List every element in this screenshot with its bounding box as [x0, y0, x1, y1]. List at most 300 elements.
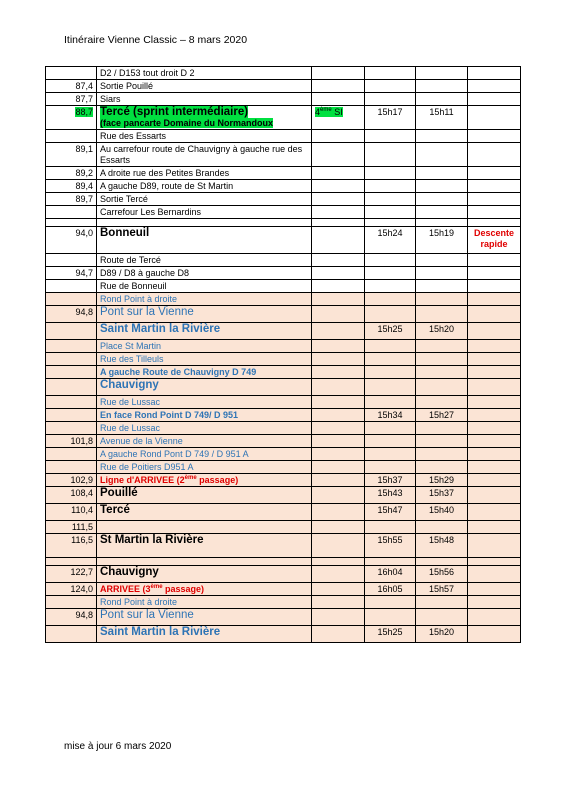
sprint-cell — [312, 596, 365, 609]
table-row — [46, 306, 521, 323]
description-text — [100, 194, 148, 204]
km-cell — [46, 254, 97, 267]
km-cell: 110,4 — [46, 504, 97, 521]
sprint-cell — [312, 219, 365, 227]
time-fast-cell — [365, 206, 416, 219]
km-cell — [46, 379, 97, 396]
description-main: Rue de Poitiers D951 A — [100, 462, 194, 472]
sprint-cell — [312, 80, 365, 93]
description-cell — [97, 80, 312, 93]
sprint-cell — [312, 396, 365, 409]
remark-cell — [468, 353, 521, 366]
description-text — [100, 397, 160, 407]
km-cell — [46, 422, 97, 435]
sprint-label — [315, 107, 343, 117]
time-fast-cell — [365, 80, 416, 93]
stage-name: Tercé (sprint intermédiaire) — [100, 106, 249, 118]
time-fast-cell: 16h04 — [365, 566, 416, 583]
time-slow-cell — [416, 609, 468, 626]
km-cell — [46, 409, 97, 422]
description-cell — [97, 219, 312, 227]
km-cell: 94,8 — [46, 609, 97, 626]
time-slow-cell: 15h20 — [416, 323, 468, 340]
table-row — [46, 521, 521, 534]
time-slow-cell: 15h20 — [416, 626, 468, 643]
time-slow-cell — [416, 596, 468, 609]
time-slow-cell — [416, 422, 468, 435]
time-fast-cell: 15h47 — [365, 504, 416, 521]
remark-cell — [468, 93, 521, 106]
sprint-cell — [312, 254, 365, 267]
table-row — [46, 93, 521, 106]
time-slow-cell — [416, 206, 468, 219]
description-main: Saint Martin la Rivière — [100, 626, 221, 638]
time-slow-cell: 15h29 — [416, 474, 468, 487]
time-fast-cell — [365, 422, 416, 435]
description-text — [100, 131, 166, 141]
description-text — [100, 306, 194, 318]
km-cell — [46, 206, 97, 219]
km-cell: 89,2 — [46, 167, 97, 180]
description-cell — [97, 409, 312, 422]
time-slow-cell — [416, 306, 468, 323]
description-text — [100, 584, 204, 594]
description-cell — [97, 306, 312, 323]
description-main: Chauvigny — [100, 379, 159, 391]
table-row — [46, 293, 521, 306]
description-cell — [97, 396, 312, 409]
time-slow-cell — [416, 67, 468, 80]
description-cell — [97, 280, 312, 293]
remark-cell — [468, 566, 521, 583]
description-main: Pont sur la Vienne — [100, 609, 194, 621]
description-text — [100, 609, 194, 621]
description-text — [100, 68, 195, 78]
sprint-cell — [312, 474, 365, 487]
time-fast-cell — [365, 193, 416, 206]
description-main: A droite rue des Petites Brandes — [100, 168, 230, 178]
sprint-cell — [312, 521, 365, 534]
km-cell — [46, 461, 97, 474]
sprint-cell — [312, 206, 365, 219]
description-cell — [97, 422, 312, 435]
description-main: A gauche D89, route de St Martin — [100, 181, 234, 191]
description-text — [100, 207, 201, 217]
time-slow-cell — [416, 167, 468, 180]
remark-cell — [468, 254, 521, 267]
table-row — [46, 280, 521, 293]
description-text — [100, 144, 302, 165]
remark-cell — [468, 143, 521, 167]
sprint-suffix: SI — [331, 107, 343, 117]
superscript: ème — [184, 475, 197, 481]
sprint-cell — [312, 280, 365, 293]
description-cell — [97, 435, 312, 448]
description-cell — [97, 340, 312, 353]
description-cell — [97, 293, 312, 306]
sprint-cell — [312, 106, 365, 130]
remark-cell — [468, 280, 521, 293]
time-slow-cell: 15h37 — [416, 487, 468, 504]
description-main: D2 / D153 tout droit D 2 — [100, 68, 195, 78]
table-row — [46, 353, 521, 366]
table-row — [46, 566, 521, 583]
time-fast-cell: 15h43 — [365, 487, 416, 504]
description-text — [100, 566, 159, 578]
time-fast-cell — [365, 293, 416, 306]
table-row — [46, 193, 521, 206]
remark-cell — [468, 167, 521, 180]
description-main: Route de Tercé — [100, 255, 161, 265]
description-cell — [97, 609, 312, 626]
sprint-cell — [312, 626, 365, 643]
description-main: Rond Point à droite — [100, 597, 178, 607]
sprint-cell — [312, 143, 365, 167]
description-text — [100, 423, 160, 433]
sprint-cell — [312, 558, 365, 566]
description-main: St Martin la Rivière — [100, 534, 204, 546]
description-main: Tercé — [100, 504, 130, 516]
time-fast-cell — [365, 180, 416, 193]
description-main: Rue des Essarts — [100, 131, 167, 141]
time-slow-cell: 15h57 — [416, 583, 468, 596]
km-cell — [46, 626, 97, 643]
km-cell — [46, 323, 97, 340]
description-cell — [97, 206, 312, 219]
description-main: Pont sur la Vienne — [100, 306, 194, 318]
km-cell — [46, 130, 97, 143]
description-cell — [97, 193, 312, 206]
description-main: Saint Martin la Rivière — [100, 323, 221, 335]
description-suffix: passage) — [196, 475, 239, 485]
time-fast-cell: 15h24 — [365, 227, 416, 254]
time-slow-cell — [416, 366, 468, 379]
remark-cell — [468, 504, 521, 521]
description-text — [100, 81, 153, 91]
time-fast-cell — [365, 521, 416, 534]
description-text — [100, 227, 149, 239]
table-row — [46, 267, 521, 280]
sprint-cell — [312, 422, 365, 435]
table-row — [46, 534, 521, 558]
remark-cell — [468, 409, 521, 422]
description-cell — [97, 379, 312, 396]
remark-cell — [468, 596, 521, 609]
description-main: Place St Martin — [100, 341, 162, 351]
table-row — [46, 323, 521, 340]
description-main: Rue des Tilleuls — [100, 354, 164, 364]
description-cell — [97, 596, 312, 609]
description-cell — [97, 366, 312, 379]
remark-cell — [468, 534, 521, 558]
remark-cell — [468, 487, 521, 504]
time-slow-cell — [416, 254, 468, 267]
description-main: Avenue de la Vienne — [100, 436, 183, 446]
description-main: A gauche Rond Pont D 749 / D 951 A — [100, 449, 249, 459]
time-slow-cell: 15h40 — [416, 504, 468, 521]
km-cell: 101,8 — [46, 435, 97, 448]
description-main: Carrefour Les Bernardins — [100, 207, 202, 217]
km-cell: 89,4 — [46, 180, 97, 193]
time-slow-cell: 15h19 — [416, 227, 468, 254]
time-fast-cell: 15h37 — [365, 474, 416, 487]
sprint-cell — [312, 130, 365, 143]
remark-cell — [468, 435, 521, 448]
description-cell — [97, 143, 312, 167]
sprint-cell — [312, 504, 365, 521]
km-cell: 102,9 — [46, 474, 97, 487]
time-fast-cell — [365, 353, 416, 366]
remark-cell — [468, 193, 521, 206]
time-slow-cell — [416, 340, 468, 353]
time-fast-cell: 15h34 — [365, 409, 416, 422]
table-row — [46, 180, 521, 193]
table-row — [46, 422, 521, 435]
description-cell — [97, 267, 312, 280]
time-slow-cell — [416, 267, 468, 280]
time-slow-cell — [416, 448, 468, 461]
km-cell: 124,0 — [46, 583, 97, 596]
description-text — [100, 597, 177, 607]
description-cell — [97, 626, 312, 643]
sprint-rank: 4 — [315, 107, 321, 117]
km-cell: 94,7 — [46, 267, 97, 280]
sprint-cell — [312, 67, 365, 80]
time-slow-cell — [416, 80, 468, 93]
table-row — [46, 583, 521, 596]
description-cell — [97, 583, 312, 596]
table-row — [46, 448, 521, 461]
description-main: Rue de Bonneuil — [100, 281, 167, 291]
description-text — [100, 462, 194, 472]
table-row — [46, 106, 521, 130]
time-slow-cell — [416, 435, 468, 448]
km-cell — [46, 219, 97, 227]
remark-cell — [468, 521, 521, 534]
remark-cell — [468, 80, 521, 93]
description-text — [100, 626, 220, 638]
description-main: Au carrefour route de Chauvigny à gauche rue des Essarts — [100, 144, 303, 165]
description-text — [100, 294, 177, 304]
table-row — [46, 219, 521, 227]
km-cell: 94,0 — [46, 227, 97, 254]
remark-cell — [468, 340, 521, 353]
time-fast-cell — [365, 93, 416, 106]
description-main: Sortie Tercé — [100, 194, 148, 204]
sprint-cell — [312, 448, 365, 461]
description-text — [100, 410, 238, 420]
remark-cell — [468, 106, 521, 130]
description-cell — [97, 130, 312, 143]
description-main: Rond Point à droite — [100, 294, 178, 304]
km-cell — [46, 293, 97, 306]
description-cell — [97, 558, 312, 566]
remark-cell — [468, 583, 521, 596]
table-row — [46, 227, 521, 254]
remark-cell — [468, 379, 521, 396]
superscript: ème — [150, 584, 163, 590]
description-text — [100, 475, 238, 485]
itinerary-table — [45, 66, 521, 643]
time-slow-cell — [416, 219, 468, 227]
time-fast-cell — [365, 596, 416, 609]
km-cell: 111,5 — [46, 521, 97, 534]
sprint-cell — [312, 167, 365, 180]
description-cell — [97, 566, 312, 583]
time-slow-cell: 15h11 — [416, 106, 468, 130]
remark-cell — [468, 626, 521, 643]
table-row — [46, 596, 521, 609]
sprint-cell — [312, 306, 365, 323]
remark-cell — [468, 558, 521, 566]
remark-cell — [468, 323, 521, 340]
description-cell — [97, 167, 312, 180]
sprint-cell — [312, 227, 365, 254]
table-row — [46, 143, 521, 167]
time-slow-cell — [416, 93, 468, 106]
sprint-cell — [312, 409, 365, 422]
time-fast-cell — [365, 219, 416, 227]
time-fast-cell — [365, 379, 416, 396]
time-fast-cell — [365, 609, 416, 626]
km-cell — [46, 280, 97, 293]
time-fast-cell — [365, 254, 416, 267]
sprint-cell — [312, 353, 365, 366]
description-cell — [97, 534, 312, 558]
description-cell — [97, 461, 312, 474]
sprint-cell — [312, 293, 365, 306]
remark-cell — [468, 219, 521, 227]
km-cell: 108,4 — [46, 487, 97, 504]
description-text — [100, 534, 204, 546]
remark-cell: Descente rapide — [468, 227, 521, 254]
table-row — [46, 67, 521, 80]
description-text — [100, 181, 233, 191]
time-fast-cell — [365, 366, 416, 379]
sprint-cell — [312, 323, 365, 340]
time-slow-cell — [416, 193, 468, 206]
stage-note: (face pancarte Domaine du Normandoux — [100, 118, 274, 128]
km-cell — [46, 396, 97, 409]
time-fast-cell: 15h25 — [365, 626, 416, 643]
page-title: Itinéraire Vienne Classic – 8 mars 2020 — [64, 34, 248, 46]
time-slow-cell — [416, 293, 468, 306]
description-text — [100, 379, 159, 391]
km-cell: 122,7 — [46, 566, 97, 583]
sprint-cell — [312, 267, 365, 280]
description-cell — [97, 106, 312, 130]
description-text — [100, 487, 138, 499]
description-text — [100, 255, 161, 265]
description-main: En face Rond Point D 749/ D 951 — [100, 410, 239, 420]
time-slow-cell — [416, 353, 468, 366]
table-row — [46, 435, 521, 448]
description-text — [100, 367, 256, 377]
time-slow-cell — [416, 280, 468, 293]
time-fast-cell — [365, 558, 416, 566]
km-cell: 94,8 — [46, 306, 97, 323]
table-row — [46, 340, 521, 353]
table-row — [46, 609, 521, 626]
time-fast-cell: 15h25 — [365, 323, 416, 340]
description-cell — [97, 353, 312, 366]
remark-cell — [468, 267, 521, 280]
time-slow-cell — [416, 180, 468, 193]
description-text — [100, 168, 229, 178]
sprint-cell — [312, 340, 365, 353]
table-row — [46, 474, 521, 487]
sprint-cell — [312, 379, 365, 396]
remark-cell — [468, 366, 521, 379]
description-main: Chauvigny — [100, 566, 159, 578]
description-cell — [97, 254, 312, 267]
sprint-cell — [312, 435, 365, 448]
description-main: Sortie Pouillé — [100, 81, 154, 91]
time-slow-cell — [416, 396, 468, 409]
time-fast-cell — [365, 267, 416, 280]
page-footer: mise à jour 6 mars 2020 — [64, 741, 172, 752]
time-fast-cell — [365, 461, 416, 474]
sprint-cell — [312, 487, 365, 504]
km-cell — [46, 353, 97, 366]
remark-cell — [468, 448, 521, 461]
km-cell — [46, 448, 97, 461]
table-row — [46, 379, 521, 396]
km-cell: 116,5 — [46, 534, 97, 558]
time-fast-cell — [365, 143, 416, 167]
description-text — [100, 281, 167, 291]
description-text — [100, 323, 220, 335]
sprint-cell — [312, 583, 365, 596]
time-fast-cell: 15h55 — [365, 534, 416, 558]
table-row — [46, 487, 521, 504]
km-cell: 89,7 — [46, 193, 97, 206]
description-main: Pouillé — [100, 487, 138, 499]
remark-cell — [468, 609, 521, 626]
remark-cell — [468, 396, 521, 409]
time-slow-cell: 15h56 — [416, 566, 468, 583]
time-fast-cell: 16h05 — [365, 583, 416, 596]
sprint-cell — [312, 534, 365, 558]
km-cell — [46, 67, 97, 80]
time-slow-cell — [416, 143, 468, 167]
km-cell — [46, 106, 97, 130]
table-row — [46, 461, 521, 474]
table-row — [46, 409, 521, 422]
description-cell — [97, 521, 312, 534]
table-row — [46, 206, 521, 219]
km-value: 88,7 — [75, 107, 93, 117]
remark-cell — [468, 293, 521, 306]
description-main: A gauche Route de Chauvigny D 749 — [100, 367, 257, 377]
time-fast-cell — [365, 396, 416, 409]
time-fast-cell — [365, 340, 416, 353]
km-cell: 87,4 — [46, 80, 97, 93]
description-text — [100, 436, 183, 446]
description-text — [100, 94, 121, 104]
remark-cell — [468, 67, 521, 80]
time-slow-cell — [416, 461, 468, 474]
table-row — [46, 396, 521, 409]
sprint-cell — [312, 366, 365, 379]
description-cell — [97, 487, 312, 504]
km-cell — [46, 596, 97, 609]
remark-cell — [468, 461, 521, 474]
description-cell — [97, 93, 312, 106]
superscript: ème — [320, 107, 332, 113]
description-cell — [97, 67, 312, 80]
remark-cell — [468, 306, 521, 323]
